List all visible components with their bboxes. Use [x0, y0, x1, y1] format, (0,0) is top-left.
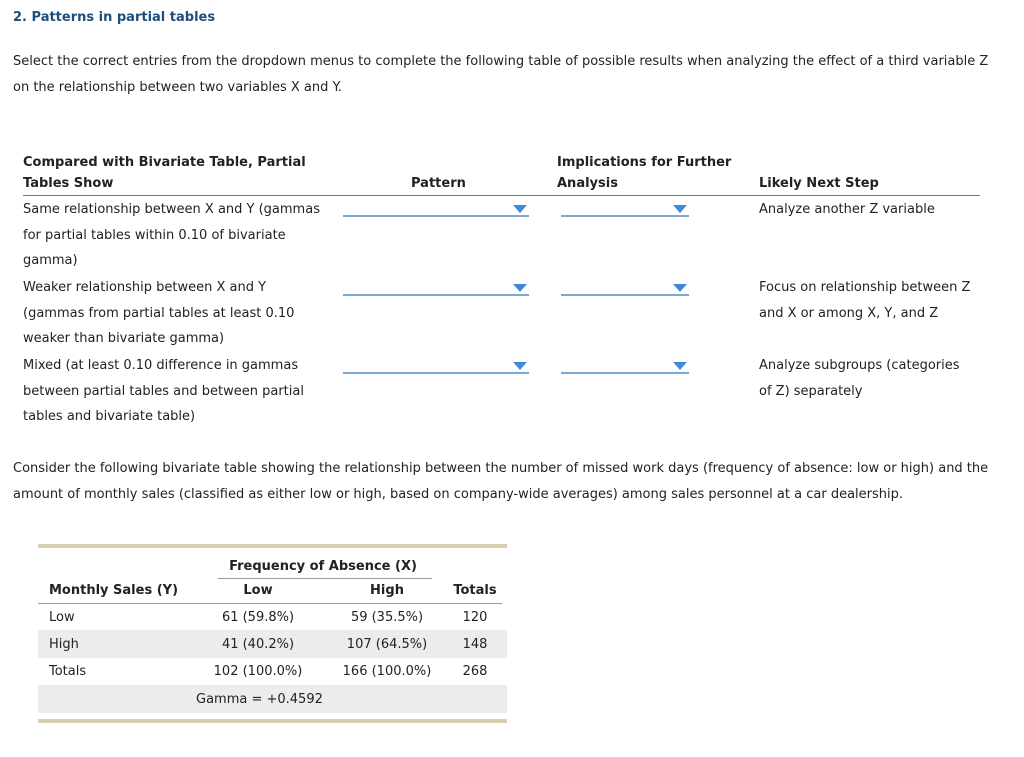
- header-underline: [38, 603, 502, 604]
- patterns-table: [23, 150, 980, 440]
- column-low-header: Low: [243, 583, 273, 598]
- header-compared: Compared with Bivariate Table, Partial Tables Show: [23, 155, 306, 191]
- cell-low-low: 61 (59.8%): [221, 610, 295, 625]
- cell-high-high: 107 (64.5%): [346, 637, 428, 652]
- row-2-implications-dropdown[interactable]: [561, 280, 689, 296]
- table-bottom-band: [38, 719, 507, 723]
- cell-high-total: 148: [462, 637, 488, 652]
- row-2-compared: Weaker relationship between X and Y (gammas from partial tables at least 0.10 weaker than bivariate gamma): [23, 280, 295, 346]
- table-top-band: [38, 544, 507, 548]
- group-header-underline: [218, 578, 432, 579]
- row-2-next-step: Focus on relationship between Z and X or among X, Y, and Z: [759, 280, 971, 321]
- row-1-next-step: Analyze another Z variable: [759, 202, 935, 217]
- row-1-pattern-dropdown[interactable]: [343, 201, 529, 217]
- cell-high-low: 41 (40.2%): [221, 637, 295, 652]
- header-divider: [23, 195, 980, 196]
- cell-low-total: 120: [462, 610, 488, 625]
- chevron-down-icon: [513, 362, 527, 370]
- row-header: Monthly Sales (Y): [49, 583, 179, 598]
- chevron-down-icon: [673, 362, 687, 370]
- instructions-text: Select the correct entries from the dropdown menus to complete the following table of possible results when analyzing the effect of a third variable Z on the relationship between two variables X and Y.: [13, 54, 989, 95]
- group-header: Frequency of Absence (X): [229, 559, 417, 574]
- row-label-totals: Totals: [49, 664, 87, 679]
- section-title: 2. Patterns in partial tables: [13, 10, 216, 25]
- header-implications: Implications for Further Analysis: [557, 155, 732, 191]
- chevron-down-icon: [673, 205, 687, 213]
- row-3-implications-dropdown[interactable]: [561, 358, 689, 374]
- row-1-implications-dropdown[interactable]: [561, 201, 689, 217]
- row-1-compared: Same relationship between X and Y (gammas for partial tables within 0.10 of bivariate gamma): [23, 202, 320, 268]
- row-2-pattern-dropdown[interactable]: [343, 280, 529, 296]
- chevron-down-icon: [513, 284, 527, 292]
- row-3-compared: Mixed (at least 0.10 difference in gammas between partial tables and between partial tables and bivariate table): [23, 358, 304, 424]
- row-3-next-step: Analyze subgroups (categories of Z) separately: [759, 358, 960, 399]
- column-totals-header: Totals: [453, 583, 497, 598]
- chevron-down-icon: [513, 205, 527, 213]
- row-label-high: High: [49, 637, 79, 652]
- header-pattern: Pattern: [411, 176, 466, 191]
- gamma-value: Gamma = +0.4592: [196, 692, 323, 707]
- header-next-step: Likely Next Step: [759, 176, 879, 191]
- bivariate-table: [38, 544, 507, 724]
- consider-text: Consider the following bivariate table showing the relationship between the number of missed work days (frequency of absence: low or high) and the amount of monthly sales (classified as either low or high, based on company-wide averages) among sales personnel at a car dealership.: [13, 461, 989, 502]
- chevron-down-icon: [673, 284, 687, 292]
- row-label-low: Low: [49, 610, 75, 625]
- cell-totals-total: 268: [462, 664, 488, 679]
- row-3-pattern-dropdown[interactable]: [343, 358, 529, 374]
- cell-totals-low: 102 (100.0%): [213, 664, 303, 679]
- column-high-header: High: [370, 583, 404, 598]
- cell-low-high: 59 (35.5%): [350, 610, 424, 625]
- cell-totals-high: 166 (100.0%): [342, 664, 432, 679]
